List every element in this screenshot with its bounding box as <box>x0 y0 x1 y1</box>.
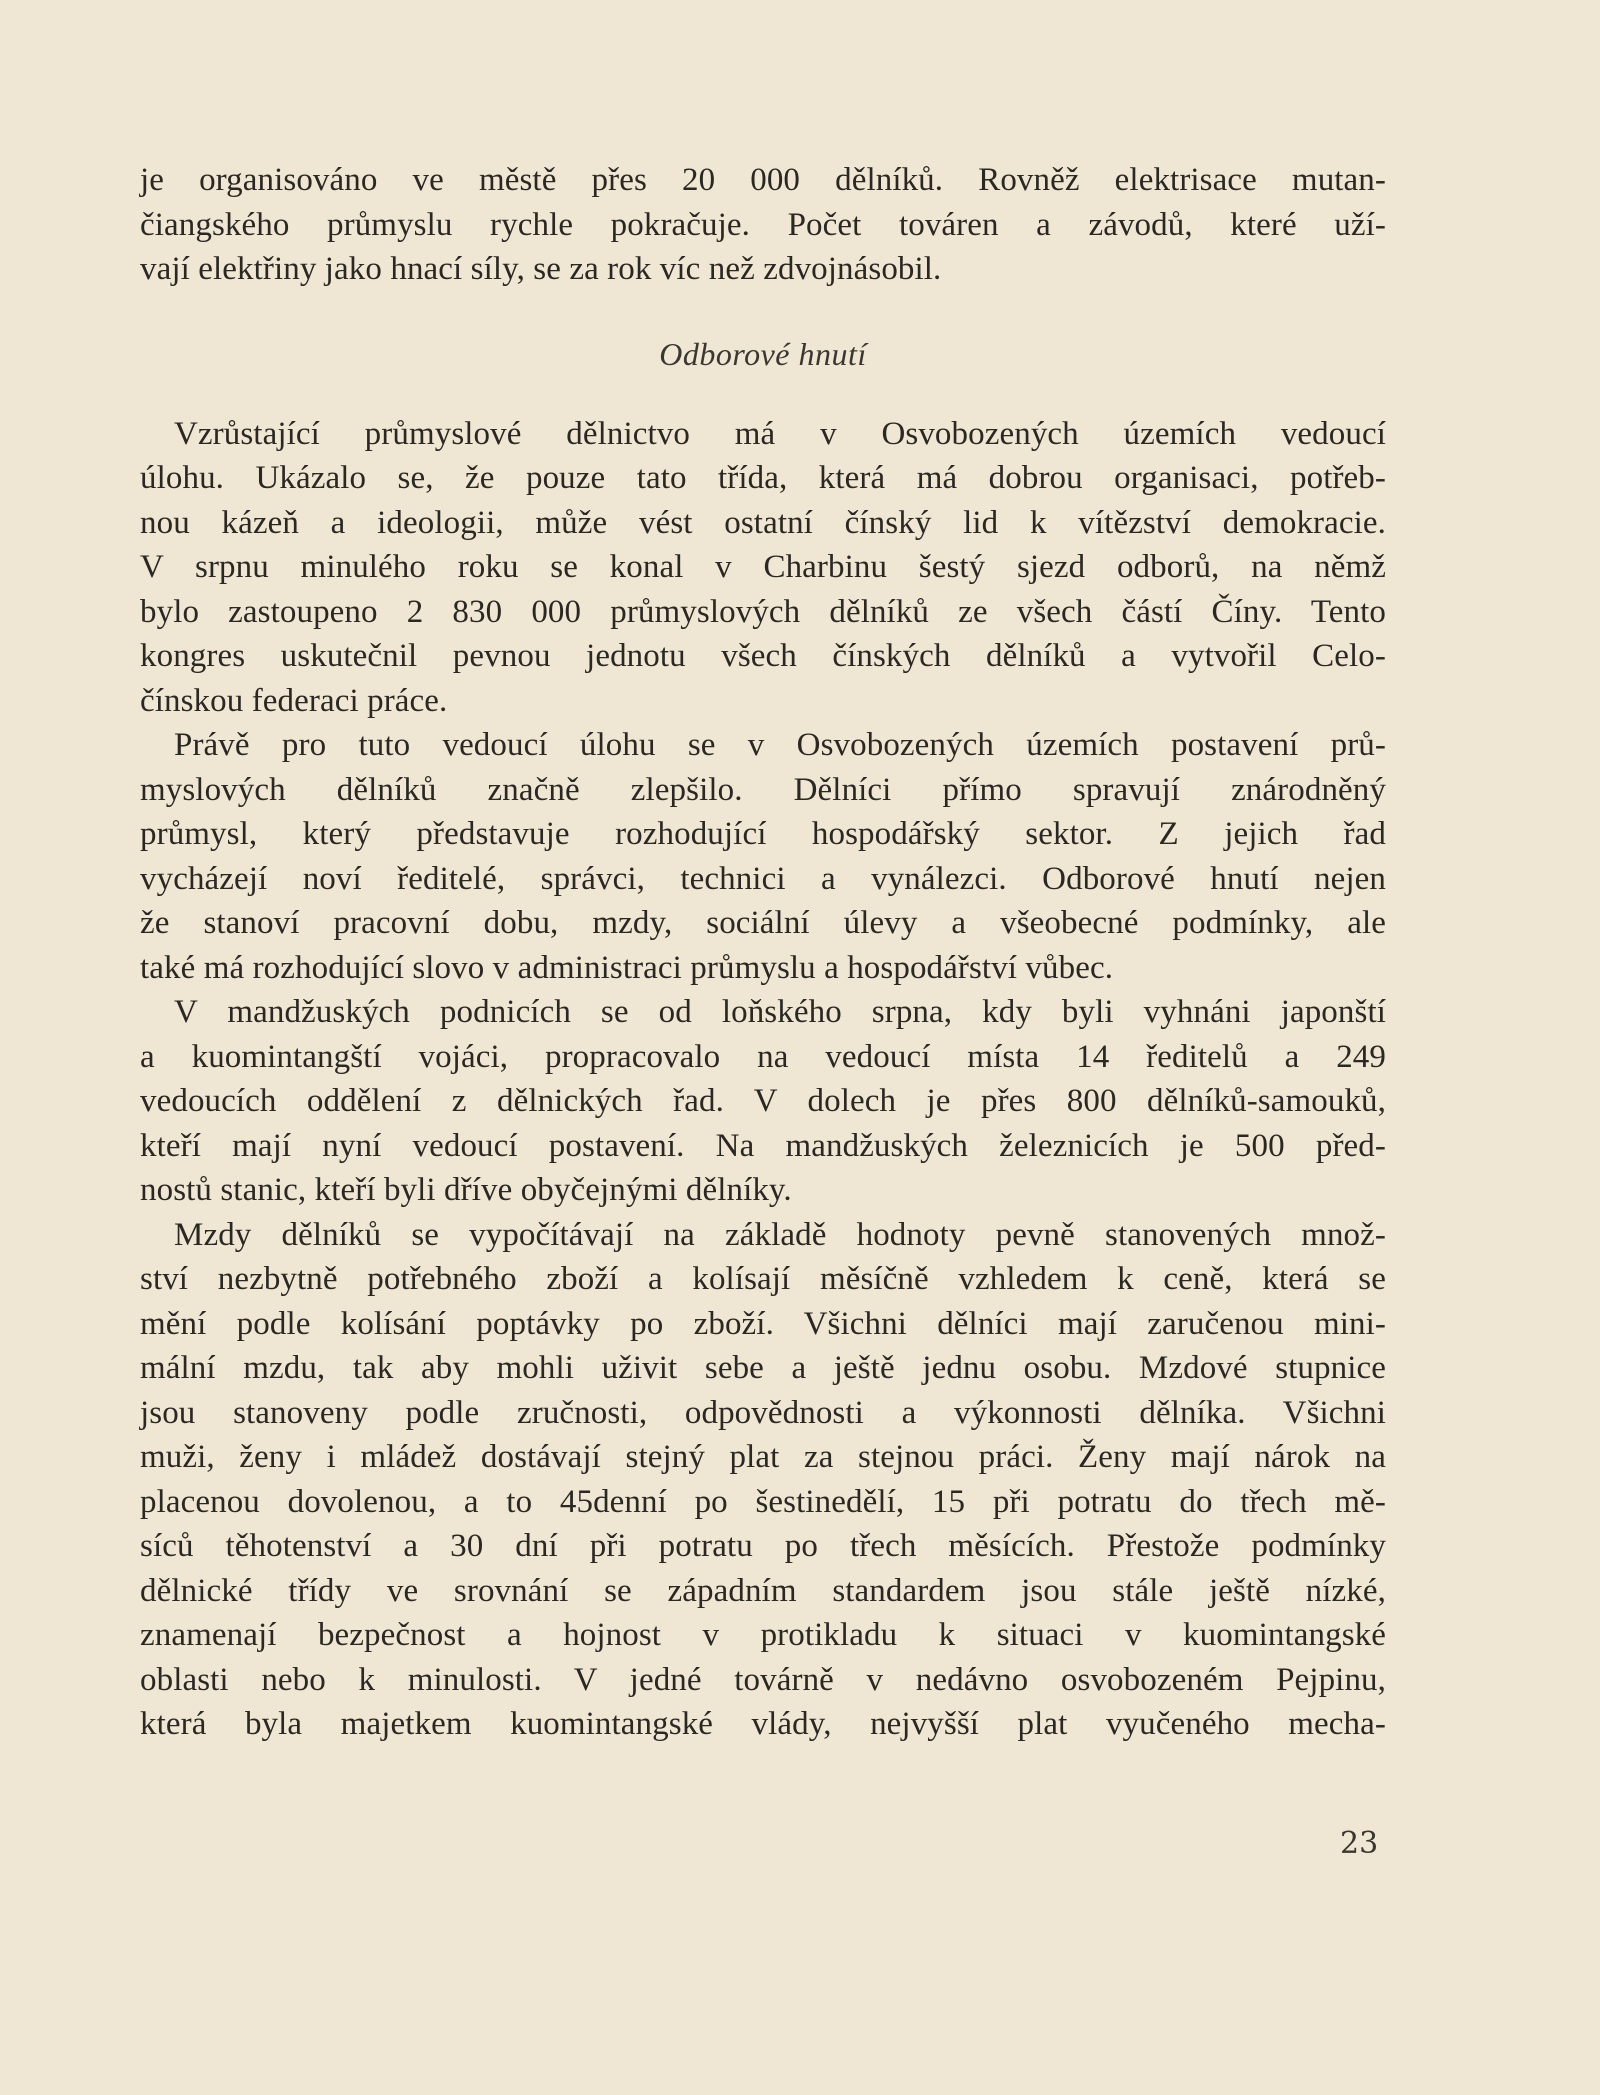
text-line: mální mzdu, tak aby mohli uživit sebe a ještě jednu osobu. Mzdové stupnice <box>140 1350 1386 1386</box>
paragraph-1 <box>140 412 1386 724</box>
text-line: a kuomintangští vojáci, propracovalo na vedoucí místa 14 ředitelů a 249 <box>140 1038 1386 1075</box>
text-line: ství nezbytně potřebného zboží a kolísají měsíčně vzhledem k ceně, která se <box>140 1261 1386 1297</box>
text-line: nou kázeň a ideologii, může vést ostatní čínský lid k vítězství demokracie. <box>140 504 1386 541</box>
text-line: dělnické třídy ve srovnání se západním standardem jsou stále ještě nízké, <box>140 1572 1386 1609</box>
text-line: kongres uskutečnil pevnou jednotu všech čínských dělníků a vytvořil Celo- <box>140 638 1386 674</box>
text-line: mění podle kolísání poptávky po zboží. Všichni dělníci mají zaručenou mini- <box>140 1305 1386 1342</box>
text-line: nostů stanic, kteří byli dříve obyčejnými dělníky. <box>140 1172 792 1208</box>
paragraph-4 <box>140 1213 1386 1747</box>
text-line: placenou dovolenou, a to 45denní po šestinedělí, 15 při potratu do třech mě- <box>140 1483 1386 1520</box>
text-line: také má rozhodující slovo v administraci průmyslu a hospodářství vůbec. <box>140 949 1114 986</box>
text-line: kteří mají nyní vedoucí postavení. Na mandžuských železnicích je 500 před- <box>140 1127 1386 1164</box>
text-line: vedoucích oddělení z dělnických řad. V dolech je přes 800 dělníků-samouků, <box>140 1083 1386 1119</box>
text-line: je organisováno ve městě přes 20 000 dělníků. Rovněž elektrisace mutan- <box>140 162 1386 198</box>
text-line: oblasti nebo k minulosti. V jedné továrně v nedávno osvobozeném Pejpinu, <box>140 1661 1386 1698</box>
text-line: V mandžuských podnicích se od loňského srpna, kdy byli vyhnáni japonští <box>174 994 1386 1030</box>
text-line: V srpnu minulého roku se konal v Charbinu šestý sjezd odborů, na němž <box>140 549 1386 585</box>
text-line: čiangského průmyslu rychle pokračuje. Počet továren a závodů, které uží- <box>140 206 1386 243</box>
text-line: Vzrůstající průmyslové dělnictvo má v Osvobozených územích vedoucí <box>174 415 1386 452</box>
text-line: čínskou federaci práce. <box>140 682 448 719</box>
text-line: Právě pro tuto vedoucí úlohu se v Osvobozených územích postavení prů- <box>174 727 1386 763</box>
text-line: vají elektřiny jako hnací síly, se za rok víc než zdvojnásobil. <box>140 251 942 287</box>
text-line: znamenají bezpečnost a hojnost v protikladu k situaci v kuomintangské <box>140 1617 1386 1653</box>
section-heading: Odborové hnutí <box>659 335 867 372</box>
text-line: bylo zastoupeno 2 830 000 průmyslových dělníků ze všech částí Číny. Tento <box>140 593 1386 630</box>
text-line: jsou stanoveny podle zručnosti, odpovědnosti a výkonnosti dělníka. Všichni <box>140 1394 1386 1431</box>
page-number: 23 <box>1340 1826 1379 1861</box>
paragraph-2 <box>140 723 1386 990</box>
text-line: myslových dělníků značně zlepšilo. Dělníci přímo spravují znárodněný <box>140 771 1386 808</box>
page-body <box>140 158 1386 1747</box>
text-line: síců těhotenství a 30 dní při potratu po třech měsících. Přestože podmínky <box>140 1528 1386 1564</box>
text-line: že stanoví pracovní dobu, mzdy, sociální úlevy a všeobecné podmínky, ale <box>140 905 1386 941</box>
text-line: muži, ženy i mládež dostávají stejný plat za stejnou práci. Ženy mají nárok na <box>140 1439 1386 1475</box>
paragraph-3 <box>140 990 1386 1213</box>
text-line: úlohu. Ukázalo se, že pouze tato třída, která má dobrou organisaci, potřeb- <box>140 460 1386 496</box>
text-line: která byla majetkem kuomintangské vlády, nejvyšší plat vyučeného mecha- <box>140 1706 1386 1742</box>
text-line: vycházejí noví ředitelé, správci, technici a vynálezci. Odborové hnutí nejen <box>140 860 1386 897</box>
text-line: Mzdy dělníků se vypočítávají na základě hodnoty pevně stanovených množ- <box>174 1216 1386 1253</box>
intro-paragraph <box>140 158 1386 292</box>
text-line: průmysl, který představuje rozhodující hospodářský sektor. Z jejich řad <box>140 816 1386 852</box>
